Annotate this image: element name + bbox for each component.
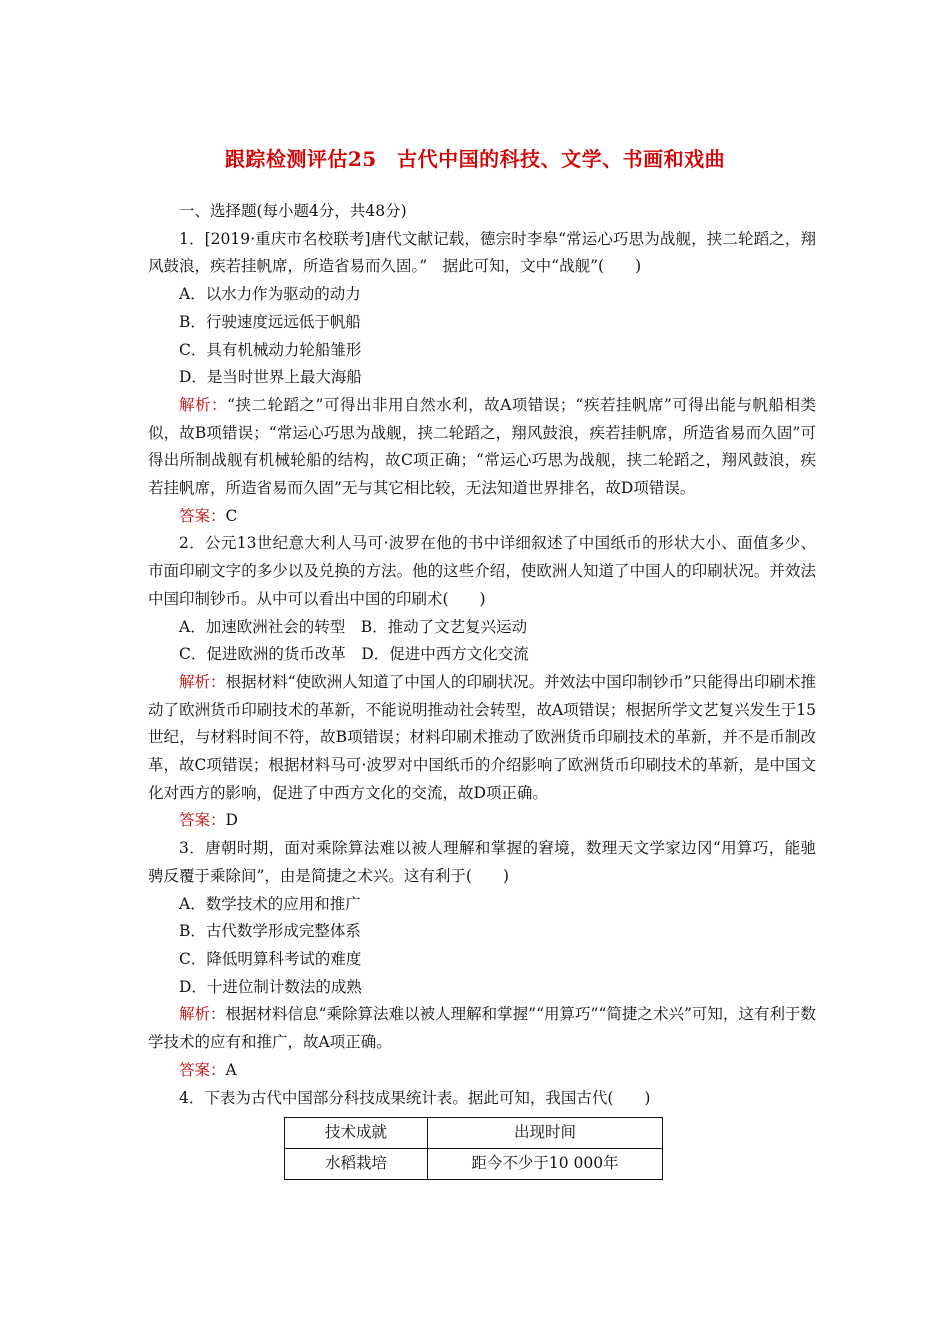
question-3-stem: 3．唐朝时期，面对乘除算法难以被人理解和掌握的窘境，数理天文学家边冈“用算巧，能驰骋反覆于乘除间”，由是简捷之术兴。这有利于( ) — [148, 839, 816, 885]
question-3-answer — [148, 1057, 816, 1085]
question-1-option-b: B．行驶速度远远低于帆船 — [179, 312, 361, 331]
question-3-option-c: C．降低明算科考试的难度 — [179, 949, 362, 968]
section-heading: 一、选择题(每小题4分，共48分) — [179, 202, 407, 220]
page-title: 跟踪检测评估25 古代中国的科技、文学、书画和戏曲 — [224, 147, 726, 171]
analysis-text: “挟二轮蹈之”可得出非用自然水利，故A项错误；“疾若挂帆席”可得出能与帆船相类似，故B项错误；“常运心巧思为战舰，挟二轮蹈之，翔风鼓浪，疾若挂帆席，所造省易而久固”可得出所制战舰有机械轮船的结构，故C项正确；“常运心巧思为战舰，挟二轮蹈之，翔风鼓浪，疾若挂帆席，所造省易而久固”无与其它相比较，无法知道世界排名，故D项错误。 — [148, 395, 816, 498]
analysis-label: 解析： — [179, 672, 226, 691]
table-cell: 水稻栽培 — [285, 1149, 428, 1180]
answer-label: 答案： — [179, 1060, 226, 1079]
question-1-analysis — [148, 392, 816, 503]
question-1-answer — [148, 503, 816, 531]
question-2-options-ab: A．加速欧洲社会的转型 B．推动了文艺复兴运动 — [179, 617, 528, 636]
answer-value: A — [225, 1060, 237, 1079]
question-3-analysis — [148, 1001, 816, 1056]
analysis-label: 解析： — [179, 395, 228, 414]
document-body — [148, 198, 816, 1180]
answer-label: 答案： — [179, 811, 226, 830]
analysis-label: 解析： — [179, 1005, 226, 1024]
question-3-option-d: D．十进位制计数法的成熟 — [179, 977, 362, 996]
analysis-text: 根据材料“使欧洲人知道了中国人的印刷状况。并效法中国印制钞币”只能得出印刷术推动了欧洲货币印刷技术的革新，不能说明推动社会转型，故A项错误；根据所学文艺复兴发生于15世纪，与材料时间不符，故B项错误；材料印刷术推动了欧洲货币印刷技术的革新，并不是币制改革，故C项错误；根据材料马可·波罗对中国纸币的介绍影响了欧洲货币印刷技术的革新，是中国文化对西方的影响，促进了中西方文化的交流，故D项正确。 — [148, 672, 816, 802]
question-2-stem: 2．公元13世纪意大利人马可·波罗在他的书中详细叙述了中国纸币的形状大小、面值多少、市面印刷文字的多少以及兑换的方法。他的这些介绍，使欧洲人知道了中国人的印刷状况。并效法中国印制钞币。从中可以看出中国的印刷术( ) — [148, 534, 816, 608]
question-3-option-a: A．数学技术的应用和推广 — [179, 894, 361, 913]
table-header-row — [285, 1118, 663, 1149]
question-2-answer — [148, 807, 816, 835]
answer-value: D — [225, 811, 238, 830]
question-1-option-c: C．具有机械动力轮船雏形 — [179, 340, 362, 359]
question-1-option-a: A．以水力作为驱动的动力 — [179, 285, 361, 304]
question-1-stem: 1．[2019·重庆市名校联考]唐代文献记载，德宗时李皋“常运心巧思为战舰，挟二轮蹈之，翔风鼓浪，疾若挂帆席，所造省易而久固。” 据此可知，文中“战舰”( ) — [148, 229, 816, 276]
analysis-text: 根据材料信息“乘除算法难以被人理解和掌握”“用算巧”“简捷之术兴”可知，这有利于数学技术的应有和推广，故A项正确。 — [148, 1005, 816, 1052]
table-cell: 距今不少于10 000年 — [428, 1149, 663, 1180]
question-3-option-b: B．古代数学形成完整体系 — [179, 922, 361, 941]
answer-value: C — [225, 506, 238, 525]
question-2-analysis — [148, 669, 816, 808]
question-2-options-cd: C．促进欧洲的货币改革 D．促进中西方文化交流 — [179, 645, 529, 664]
question-4-stem: 4．下表为古代中国部分科技成果统计表。据此可知，我国古代( ) — [179, 1088, 651, 1107]
table-row — [285, 1149, 663, 1180]
answer-label: 答案： — [179, 506, 226, 525]
table-header: 技术成就 — [285, 1118, 428, 1149]
tech-achievement-table — [284, 1117, 663, 1180]
question-1-option-d: D．是当时世界上最大海船 — [179, 368, 362, 387]
table-header: 出现时间 — [428, 1118, 663, 1149]
